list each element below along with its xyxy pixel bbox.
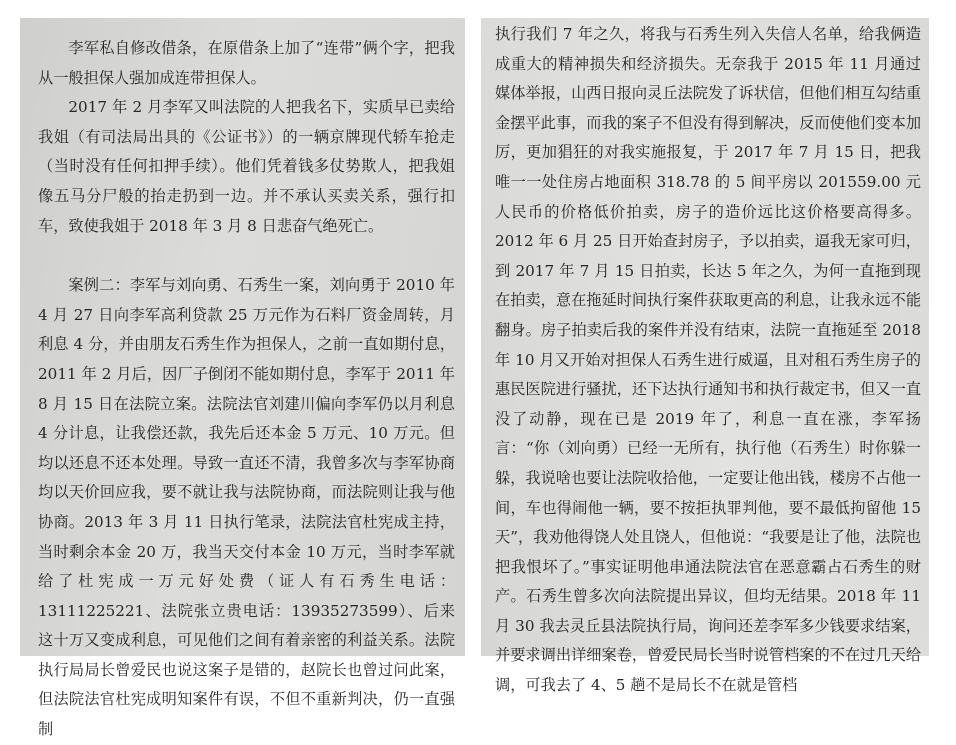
left-paragraph-1: 李军私自修改借条，在原借条上加了“连带”俩个字，把我从一般担保人强加成连带担保人。 [38,39,455,87]
right-document-page [481,18,929,695]
left-paragraph-2: 2017 年 2 月李军又叫法院的人把我名下，实质早已卖给我姐（有司法局出具的《公证书》）的一辆京牌现代轿车抢走（当时没有任何扣押手续）。他们凭着钱多仗势欺人，把我姐像五马分尸般的抬走扔到一边。并不承认买卖关系，强行扣车，致使我姐于 2018 年 3 月 8 日悲奋气绝死亡。 [38,98,455,235]
right-paragraph-1: 执行我们 7 年之久，将我与石秀生列入失信人名单，给我俩造成重大的精神损失和经济损失。无奈我于 2015 年 11 月通过媒体举报，山西日报向灵丘法院发了诉状信，但他们相互勾结重金摆平此事，而我的案子不但没有得到解决，反而使他们变本加厉，更加猖狂的对我实施报复，于 2017 年 7 月 15 日，把我唯一一处住房占地面积 318.78 的 5 间平房以 201559.00 元人民币的价格低价拍卖，房子的造价远比这价格要高得多。2012 年 6 月 25 日开始查封房子，予以拍卖，逼我无家可归，到 2017 年 7 月 15 日拍卖，长达 5 年之久，为何一直拖到现在拍卖，意在拖延时间执行案件获取更高的利息，让我永远不能翻身。房子拍卖后我的案件并没有结束，法院一直拖延至 2018 年 10 月又开始对担保人石秀生进行威逼，且对租石秀生房子的惠民医院进行骚扰，还下达执行通知书和执行裁定书，但又一直没了动静，现在已是 2019 年了，利息一直在涨，李军扬言：“你（刘向勇）已经一无所有，执行他（石秀生）时你躲一躲，我说啥也要让法院收拾他，一定要让他出钱，楼房不占他一间，车也得闹他一辆，要不按拒执罪判他，要不最低拘留他 15 天”，我劝他得饶人处且饶人，但他说：“我要是让了他，法院也把我恨坏了。”事实证明他串通法院法官在恶意霸占石秀生的财产。石秀生曾多次向法院提出异议，但均无结果。2018 年 11 月 30 我去灵丘县法院执行局，询问还差李军多少钱要求结案，并要求调出详细案卷，曾爱民局长当时说管档案的不在过几天给调，可我去了 4、5 趟不是局长不在就是管档 [495,25,921,695]
paragraph-gap [38,241,455,271]
left-paragraph-3: 案例二：李军与刘向勇、石秀生一案，刘向勇于 2010 年 4 月 27 日向李军高利贷款 25 万元作为石料厂资金周转，月利息 4 分，并由朋友石秀生作为担保人，之前一直如期付息，2011 年 2 月后，因厂子倒闭不能如期付息，李军于 2011 年 8 月 15 日在法院立案。法院法官刘建川偏向李军仍以月利息 4 分计息，让我偿还款，我先后还本金 5 万元、10 万元。但均以还息不还本处理。导致一直还不清，我曾多次与李军协商均以天价回应我，要不就让我与法院协商，而法院则让我与他协商。2013 年 3 月 11 日执行笔录，法院法官杜宪成主持，当时剩余本金 20 万，我当天交付本金 10 万元，当时李军就给了杜宪成一万元好处费（证人有石秀生电话：13111225221、法院张立贵电话：13935273599）、后来这十万又变成利息，可见他们之间有着亲密的利益关系。法院执行局局长曾爱民也说这案子是错的，赵院长也曾过问此案，但法院法官杜宪成明知案件有误，不但不重新判决，仍一直强制 [38,276,455,739]
left-document-page [20,18,465,739]
